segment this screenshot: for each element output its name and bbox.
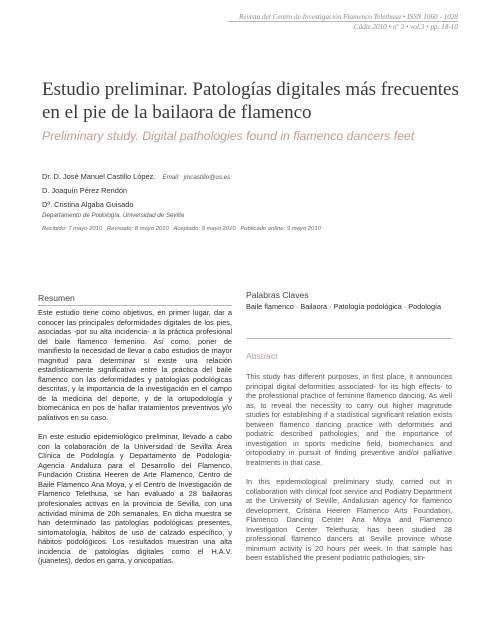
abstract-body [246, 372, 452, 573]
journal-issue-line: Cádiz 2010 • nº 3 • vol.3 • pp. 18-10 [353, 23, 458, 31]
date-received: Recibido: 7 mayo 2010 [42, 226, 103, 232]
author-email-link[interactable]: jmcastillo@us.es [183, 174, 231, 181]
keywords-text: Baile flamenco · Bailaora · Patología podológica · Podología [246, 302, 442, 311]
author-3 [42, 200, 133, 209]
date-accepted: Aceptado: 9 mayo 2010 [173, 226, 236, 232]
abstract-paragraph: This study has different purposes, in first place, it announces principal digital deformities associated- for its high effects- to the professional practice of feminine flamenco dancing. As well as, to reveal the necessity to carry out higher magnitude studies for establishing if a stadistical significant relation exists between flamenco dancing practice with deformities and podiatric described pathologies, and the importance of investigation in sports medicine field, biomechanics and ortopodiatry in pursuit of finding preventive and/or palliative treatments in that case. [246, 372, 452, 467]
keywords-heading: Palabras Claves [246, 290, 309, 300]
journal-header [158, 12, 458, 32]
resumen-heading: Resumen [38, 293, 75, 303]
publication-dates [42, 226, 462, 232]
abstract-heading: Abstract [246, 351, 278, 361]
date-revised: Revisado: 8 mayo 2010 [106, 226, 169, 232]
header-rule [228, 21, 458, 22]
author-1 [42, 172, 230, 181]
email-label: Email: [162, 174, 180, 181]
author-name: Dª. Cristina Algaba Guisado [42, 200, 134, 209]
resumen-body [38, 308, 232, 575]
article-subtitle: Preliminary study. Digital pathologies found in flamenco dancers feet [42, 129, 415, 143]
department: Departamento de Podología. Universidad de Sevilla [42, 212, 185, 219]
journal-issn-line: Revista del Centro de Investigación Flamenco Telethusa • ISSN 1060 - 1028 [239, 13, 458, 21]
resumen-paragraph: Este estudio tiene como objetivos, en primer lugar, dar a conocer las principales deformidades digitales de los pies, asociadas -por su alta incidencia- a la práctica profesional del baile flamenco femenino. Así como, poner de manifiesto la necesidad de llevar a cabo estudios de mayor magnitud para determinar si existe una relación estadísticamente significativa entre la práctica del baile flamenco con las deformidades y patologías podológicas descritas, y la importancia de la investigación en el campo de la medicina del deporte, y de la ortopodología y biomecánica en pos de hallar tratamientos preventivos y/o paliativos en su caso. [38, 308, 232, 423]
article-title: Estudio preliminar. Patologías digitales más frecuentes en el pie de la bailaora de flamenco [42, 79, 459, 123]
author-2 [42, 186, 127, 195]
abstract-paragraph: In this epidemiological preliminary study, carried out in collaboration with clinical foot service and Podiatry Department at the University of Seville, Andalusian agency for flamenco development, Cristina Heeren Flamenco Arts Foundation, Flamenco Dancing Center Ana Moya and Flamenco Investigation Center Telethusa; has been studied 28 professional flamenco dancers at Seville province whose minimum activity is 20 hours per week. In that sample has been established the present podiatric pathologies, sin- [246, 477, 452, 563]
resumen-paragraph: En este estudio epidemiológico preliminar, llevado a cabo con la colaboración de la Universidad de Sevilla Área Clínica de Podología y Departamento de Podología- Agencia Andaluza para el Desarrollo del Flamenco, Fundación Cristina Heeren de Arte Flamenco, Centro de Baile Flamenco Ana Moya, y el Centro de Investigación de Flamenco Telethusa, se han evaluado a 28 bailaoras profesionales activas en la provincia de Sevilla, con una actividad mínima de 20h semanales. En dicha muestra se han determinado las patologías podológicas presentes, sintomatología, hábitos de uso de calzado específico, y hábitos podológicos. Los resultados muestran una alta incidencia de patologías digitales como el H.A.V. (juanetes), dedos en garra, y onicopatías. [38, 432, 232, 566]
keywords-rule [246, 338, 452, 339]
author-name: D. Joaquín Pérez Rendón [42, 186, 128, 195]
author-name: Dr. D. José Manuel Castillo López. [42, 172, 156, 181]
resumen-rule [38, 305, 232, 306]
date-published: Publicado online: 9 mayo 2010 [240, 226, 321, 232]
